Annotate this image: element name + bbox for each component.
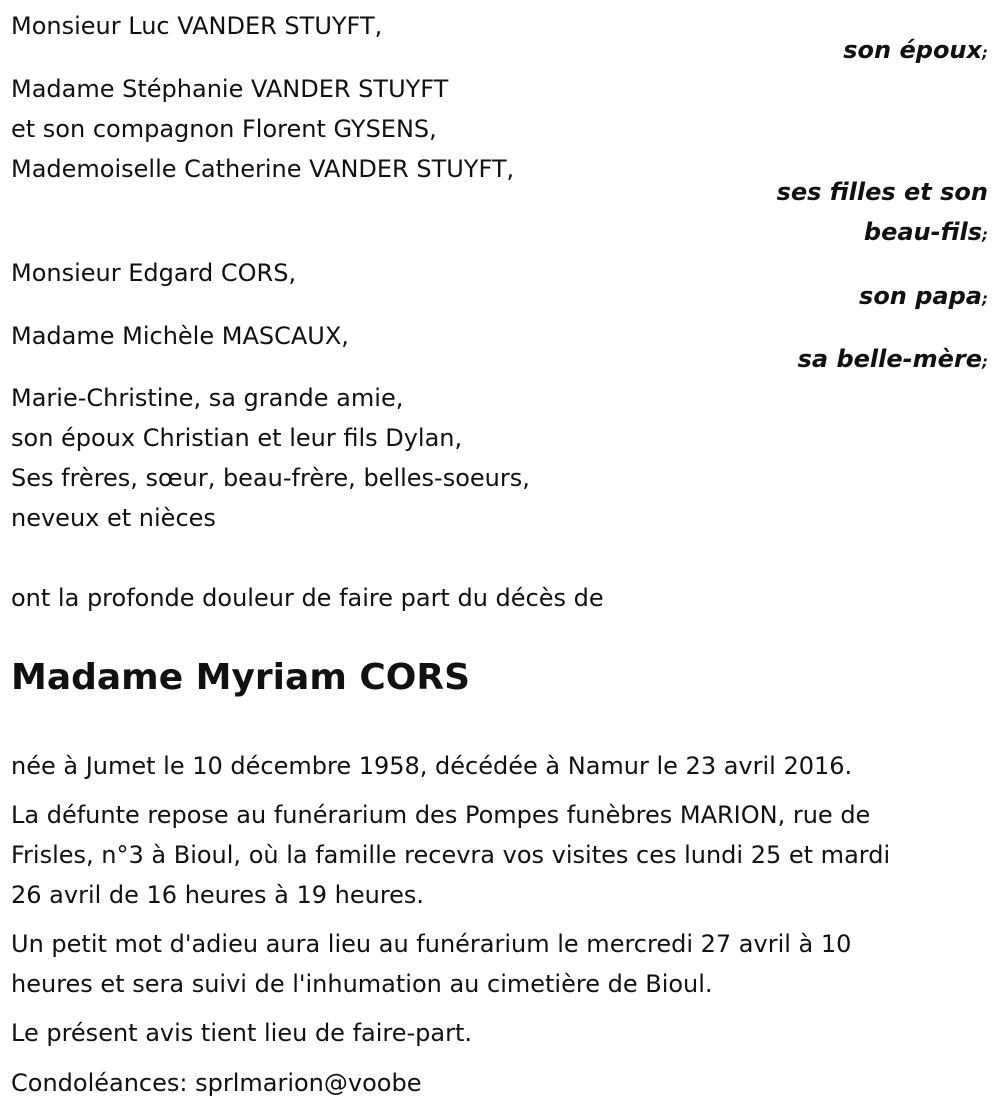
- stepmother-role: [798, 339, 988, 379]
- daughter-line: et son compagnon Florent GYSENS,: [11, 115, 437, 143]
- daughter-line: Madame Stéphanie VANDER STUYFT: [11, 75, 449, 103]
- husband-role-text: son époux: [843, 36, 982, 64]
- visitation-line: 26 avril de 16 heures à 19 heures.: [11, 881, 425, 909]
- visitation-line: La défunte repose au funérarium des Pompes funèbres MARION, rue de: [11, 801, 871, 829]
- announcement-text: ont la profonde douleur de faire part du décès de: [11, 584, 604, 612]
- daughters-role-text: beau-fils: [863, 218, 982, 246]
- role-separator: ;: [982, 44, 988, 62]
- role-separator: ;: [982, 290, 988, 308]
- ceremony-line: heures et sera suivi de l'inhumation au cimetière de Bioul.: [11, 970, 713, 998]
- role-separator: ;: [982, 226, 988, 244]
- deceased-name: Madame Myriam CORS: [11, 657, 471, 698]
- father-role-text: son papa: [859, 282, 982, 310]
- birth-death-text: née à Jumet le 10 décembre 1958, décédée à Namur le 23 avril 2016.: [11, 752, 853, 780]
- visitation-line: Frisles, n°3 à Bioul, où la famille recevra vos visites ces lundi 25 et mardi: [11, 841, 891, 869]
- father-name: Monsieur Edgard CORS,: [11, 259, 297, 287]
- daughters-role-line1: ses filles et son: [776, 178, 988, 206]
- notice-text: Le présent avis tient lieu de faire-part.: [11, 1019, 473, 1047]
- other-family-line: Marie-Christine, sa grande amie,: [11, 384, 404, 412]
- father-role: [859, 276, 988, 316]
- other-family-line: Ses frères, sœur, beau-frère, belles-soeurs,: [11, 464, 530, 492]
- condolences-text: Condoléances: sprlmarion@voobe: [11, 1069, 422, 1097]
- role-separator: ;: [982, 353, 988, 371]
- ceremony-line: Un petit mot d'adieu aura lieu au funérarium le mercredi 27 avril à 10: [11, 930, 852, 958]
- daughter-line: Mademoiselle Catherine VANDER STUYFT,: [11, 155, 515, 183]
- daughters-role-line2: [864, 212, 988, 252]
- other-family-line: neveux et nièces: [11, 504, 216, 532]
- other-family-line: son époux Christian et leur fils Dylan,: [11, 424, 463, 452]
- stepmother-role-text: sa belle-mère: [797, 345, 982, 373]
- husband-name: Monsieur Luc VANDER STUYFT,: [11, 12, 383, 40]
- stepmother-name: Madame Michèle MASCAUX,: [11, 322, 349, 350]
- husband-role: [843, 30, 988, 70]
